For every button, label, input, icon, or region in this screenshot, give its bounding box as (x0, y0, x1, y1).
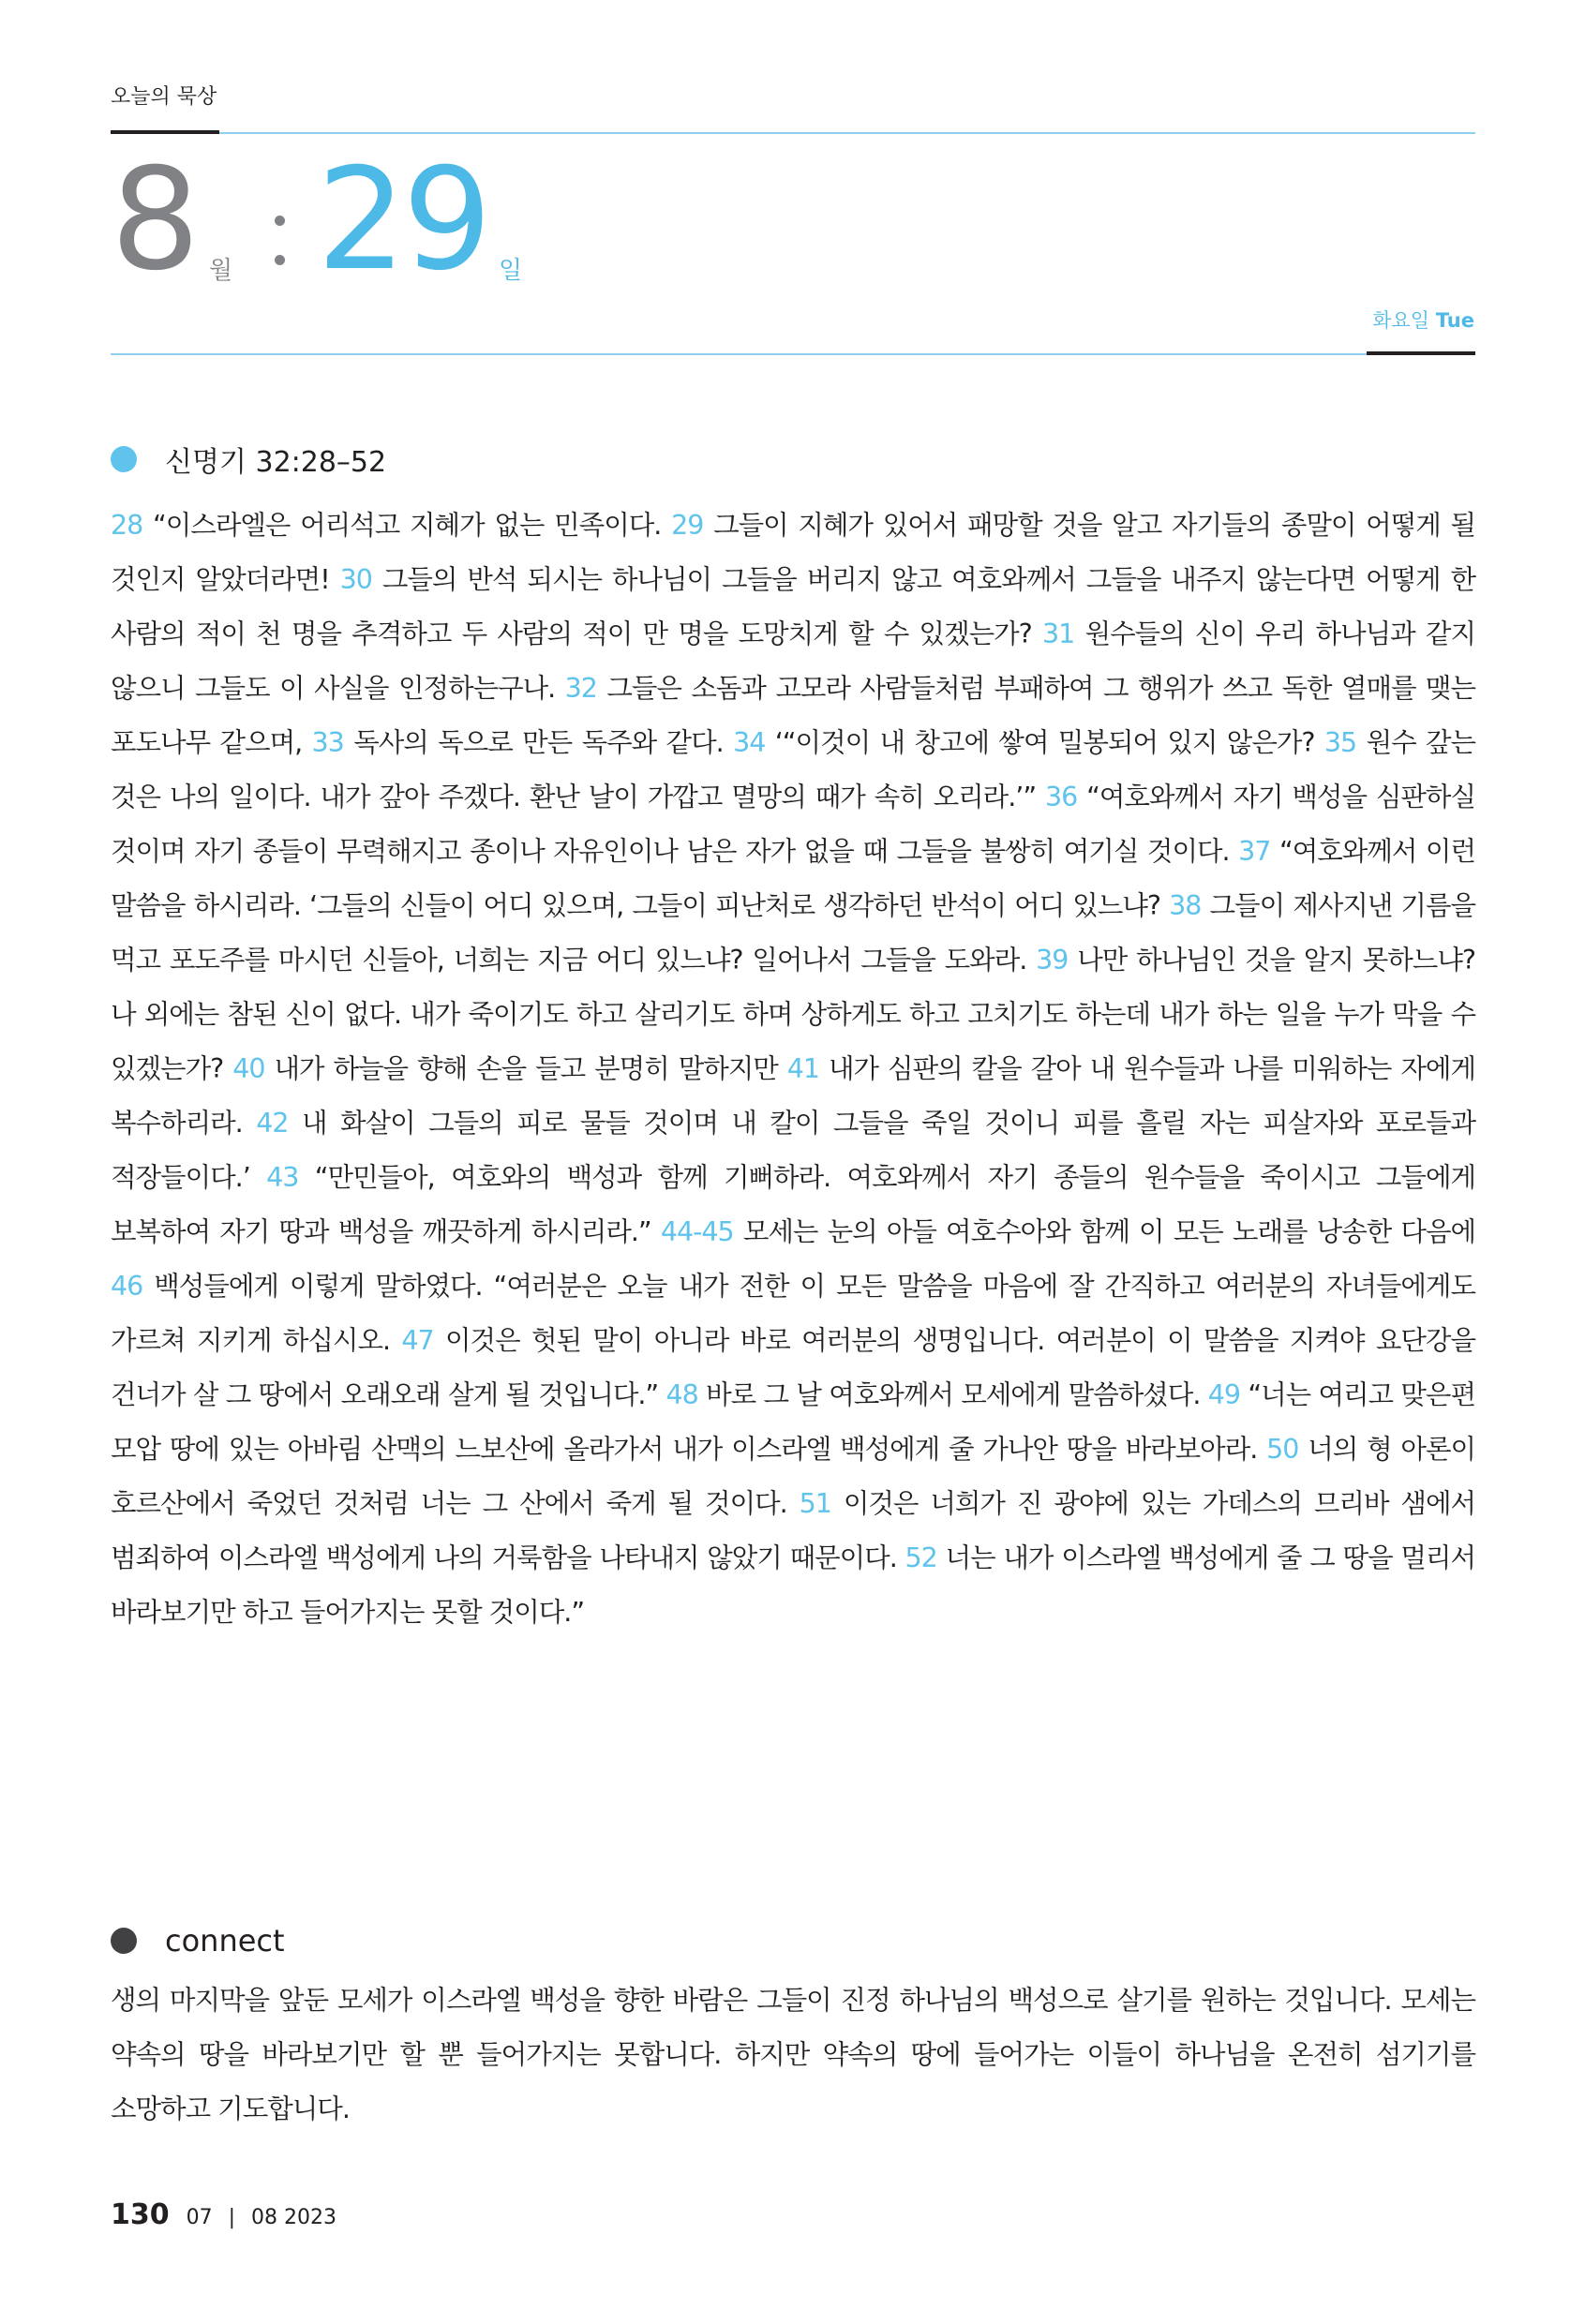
verse-number: 47 (401, 1325, 434, 1356)
verse-text: 백성들에게 이렇게 말하였다. “여러분은 오늘 내가 전한 이 모든 말씀을 마음에 잘 간직하고 여러분의 자녀들에게도 가르쳐 지키게 하십시오. (111, 1271, 1475, 1356)
verse-number: 28 (111, 510, 143, 541)
day-number: 29 (317, 139, 488, 302)
verse-number: 40 (232, 1053, 265, 1084)
verse-number: 37 (1238, 836, 1271, 867)
footer (111, 2198, 336, 2231)
issue-info (187, 2206, 336, 2229)
verse-number: 52 (905, 1542, 937, 1573)
scripture-text (111, 499, 1475, 1640)
verse-text: 원수들의 신이 우리 하나님과 같지 않으니 그들도 이 사실을 인정하는구나. (111, 618, 1475, 704)
bullet-icon (111, 446, 137, 472)
weekday-ko: 화요일 (1372, 309, 1430, 332)
verse-text: 내가 심판의 칼을 갈아 내 원수들과 나를 미워하는 자에게 복수하리라. (111, 1053, 1475, 1139)
verse-number: 44-45 (660, 1216, 734, 1247)
issue-year: 08 2023 (251, 2206, 337, 2229)
weekday-en: Tue (1435, 309, 1474, 332)
top-rule-dark (111, 130, 219, 134)
verse-text: 모세는 눈의 아들 여호수아와 함께 이 모든 노래를 낭송한 다음에 (742, 1216, 1476, 1247)
scripture-reference: 신명기 32:28–52 (165, 446, 387, 479)
verse-text: 너의 형 아론이 호르산에서 죽었던 것처럼 너는 그 산에서 죽게 될 것이다. (111, 1434, 1476, 1519)
verse-text: 바로 그 날 여호와께서 모세에게 말씀하셨다. (706, 1379, 1201, 1410)
verse-number: 46 (111, 1271, 143, 1302)
page-number: 130 (111, 2198, 170, 2231)
verse-text: “만민들아, 여호와의 백성과 함께 기뻐하라. 여호와께서 자기 종들의 원수들을 죽이시고 그들에게 보복하여 자기 땅과 백성을 깨끗하게 하시리라.” (111, 1162, 1476, 1247)
date-display (111, 141, 1479, 300)
verse-number: 38 (1169, 890, 1202, 921)
connect-title: connect (165, 1923, 285, 1959)
verse-text: “여호와께서 이런 말씀을 하시리라. ‘그들의 신들이 어디 있으며, 그들이 피난처로 생각하던 반석이 어디 있느냐? (111, 836, 1475, 921)
verse-text: 이것은 너희가 진 광야에 있는 가데스의 므리바 샘에서 범죄하여 이스라엘 백성에게 나의 거룩함을 나타내지 않았기 때문이다. (111, 1488, 1476, 1573)
verse-number: 30 (339, 564, 372, 595)
verse-number: 42 (256, 1108, 289, 1139)
connect-heading (111, 1923, 285, 1959)
verse-text: 그들의 반석 되시는 하나님이 그들을 버리지 않고 여호와께서 그들을 내주지 않는다면 어떻게 한 사람의 적이 천 명을 추격하고 두 사람의 적이 만 명을 도망치게 할 수 있겠는가? (111, 564, 1476, 649)
weekday (1372, 305, 1474, 334)
issue-months: 07 (186, 2206, 213, 2229)
verse-text: “여호와께서 자기 백성을 심판하실 것이며 자기 종들이 무력해지고 종이나 자유인이나 남은 자가 없을 때 그들을 불쌍히 여기실 것이다. (111, 782, 1475, 867)
mid-rule-blue (111, 353, 1367, 355)
month-unit: 월 (209, 257, 233, 285)
section-label: 오늘의 묵상 (111, 85, 217, 109)
verse-number: 34 (733, 727, 766, 758)
verse-text: 그들이 제사지낸 기름을 먹고 포도주를 마시던 신들아, 너희는 지금 어디 있느냐? 일어나서 그들을 도와라. (111, 890, 1476, 976)
date-colon-icon (275, 206, 286, 272)
bullet-icon (111, 1928, 137, 1954)
verse-text: 이것은 헛된 말이 아니라 바로 여러분의 생명입니다. 여러분이 이 말씀을 지켜야 요단강을 건너가 살 그 땅에서 오래오래 살게 될 것입니다.” (111, 1325, 1475, 1410)
verse-number: 50 (1266, 1434, 1299, 1465)
connect-body: 생의 마지막을 앞둔 모세가 이스라엘 백성을 향한 바람은 그들이 진정 하나님의 백성으로 살기를 원하는 것입니다. 모세는 약속의 땅을 바라보기만 할 뿐 들어가지는 못합니다. 하지만 약속의 땅에 들어가는 이들이 하나님을 온전히 섬기기를 소망하고 기도합니다. (111, 1985, 1475, 2124)
verse-text: 독사의 독으로 만든 독주와 같다. (353, 727, 724, 758)
verse-text: ‘“이것이 내 창고에 쌓여 밀봉되어 있지 않은가? (774, 727, 1315, 758)
verse-number: 39 (1036, 945, 1069, 976)
verse-number: 41 (786, 1053, 820, 1084)
verse-number: 35 (1323, 727, 1357, 758)
verse-number: 29 (671, 510, 704, 541)
verse-text: 나만 하나님인 것을 알지 못하느냐? 나 외에는 참된 신이 없다. 내가 죽이기도 하고 살리기도 하며 상하게도 하고 고치기도 하는데 내가 하는 일을 누가 막을 수 있겠는가? (111, 945, 1475, 1084)
verse-number: 48 (665, 1379, 698, 1410)
verse-number: 32 (564, 673, 597, 704)
verse-text: 내 화살이 그들의 피로 물들 것이며 내 칼이 그들을 죽일 것이니 피를 흘릴 자는 피살자와 포로들과 적장들이다.’ (111, 1108, 1476, 1193)
scripture-heading (111, 439, 386, 480)
verse-text: 그들은 소돔과 고모라 사람들처럼 부패하여 그 행위가 쓰고 독한 열매를 맺는 포도나무 같으며, (111, 673, 1475, 758)
verse-text: 너는 내가 이스라엘 백성에게 줄 그 땅을 멀리서 바라보기만 하고 들어가지는 못할 것이다.” (111, 1542, 1475, 1628)
verse-text: “너는 여리고 맞은편 모압 땅에 있는 아바림 산맥의 느보산에 올라가서 내가 이스라엘 백성에게 줄 가나안 땅을 바라보아라. (111, 1379, 1475, 1465)
verse-text: 내가 하늘을 향해 손을 들고 분명히 말하지만 (274, 1053, 778, 1084)
verse-text: 원수 갚는 것은 나의 일이다. 내가 갚아 주겠다. 환난 날이 가깝고 멸망의 때가 속히 오리라.’” (111, 727, 1476, 812)
verse-number: 31 (1042, 618, 1075, 649)
verse-number: 51 (799, 1488, 831, 1519)
top-rule-blue (219, 132, 1475, 134)
verse-text: 그들이 지혜가 있어서 패망할 것을 알고 자기들의 종말이 어떻게 될 것인지 알았더라면! (111, 510, 1476, 595)
verse-number: 36 (1044, 782, 1078, 812)
verse-text: “이스라엘은 어리석고 지혜가 없는 민족이다. (153, 510, 662, 541)
verse-number: 43 (266, 1162, 299, 1193)
verse-number: 33 (311, 727, 344, 758)
verse-number: 49 (1207, 1379, 1240, 1410)
mid-rule-dark (1367, 351, 1475, 355)
month-number: 8 (111, 139, 197, 302)
day-unit: 일 (499, 257, 523, 285)
issue-separator: | (228, 2206, 236, 2229)
